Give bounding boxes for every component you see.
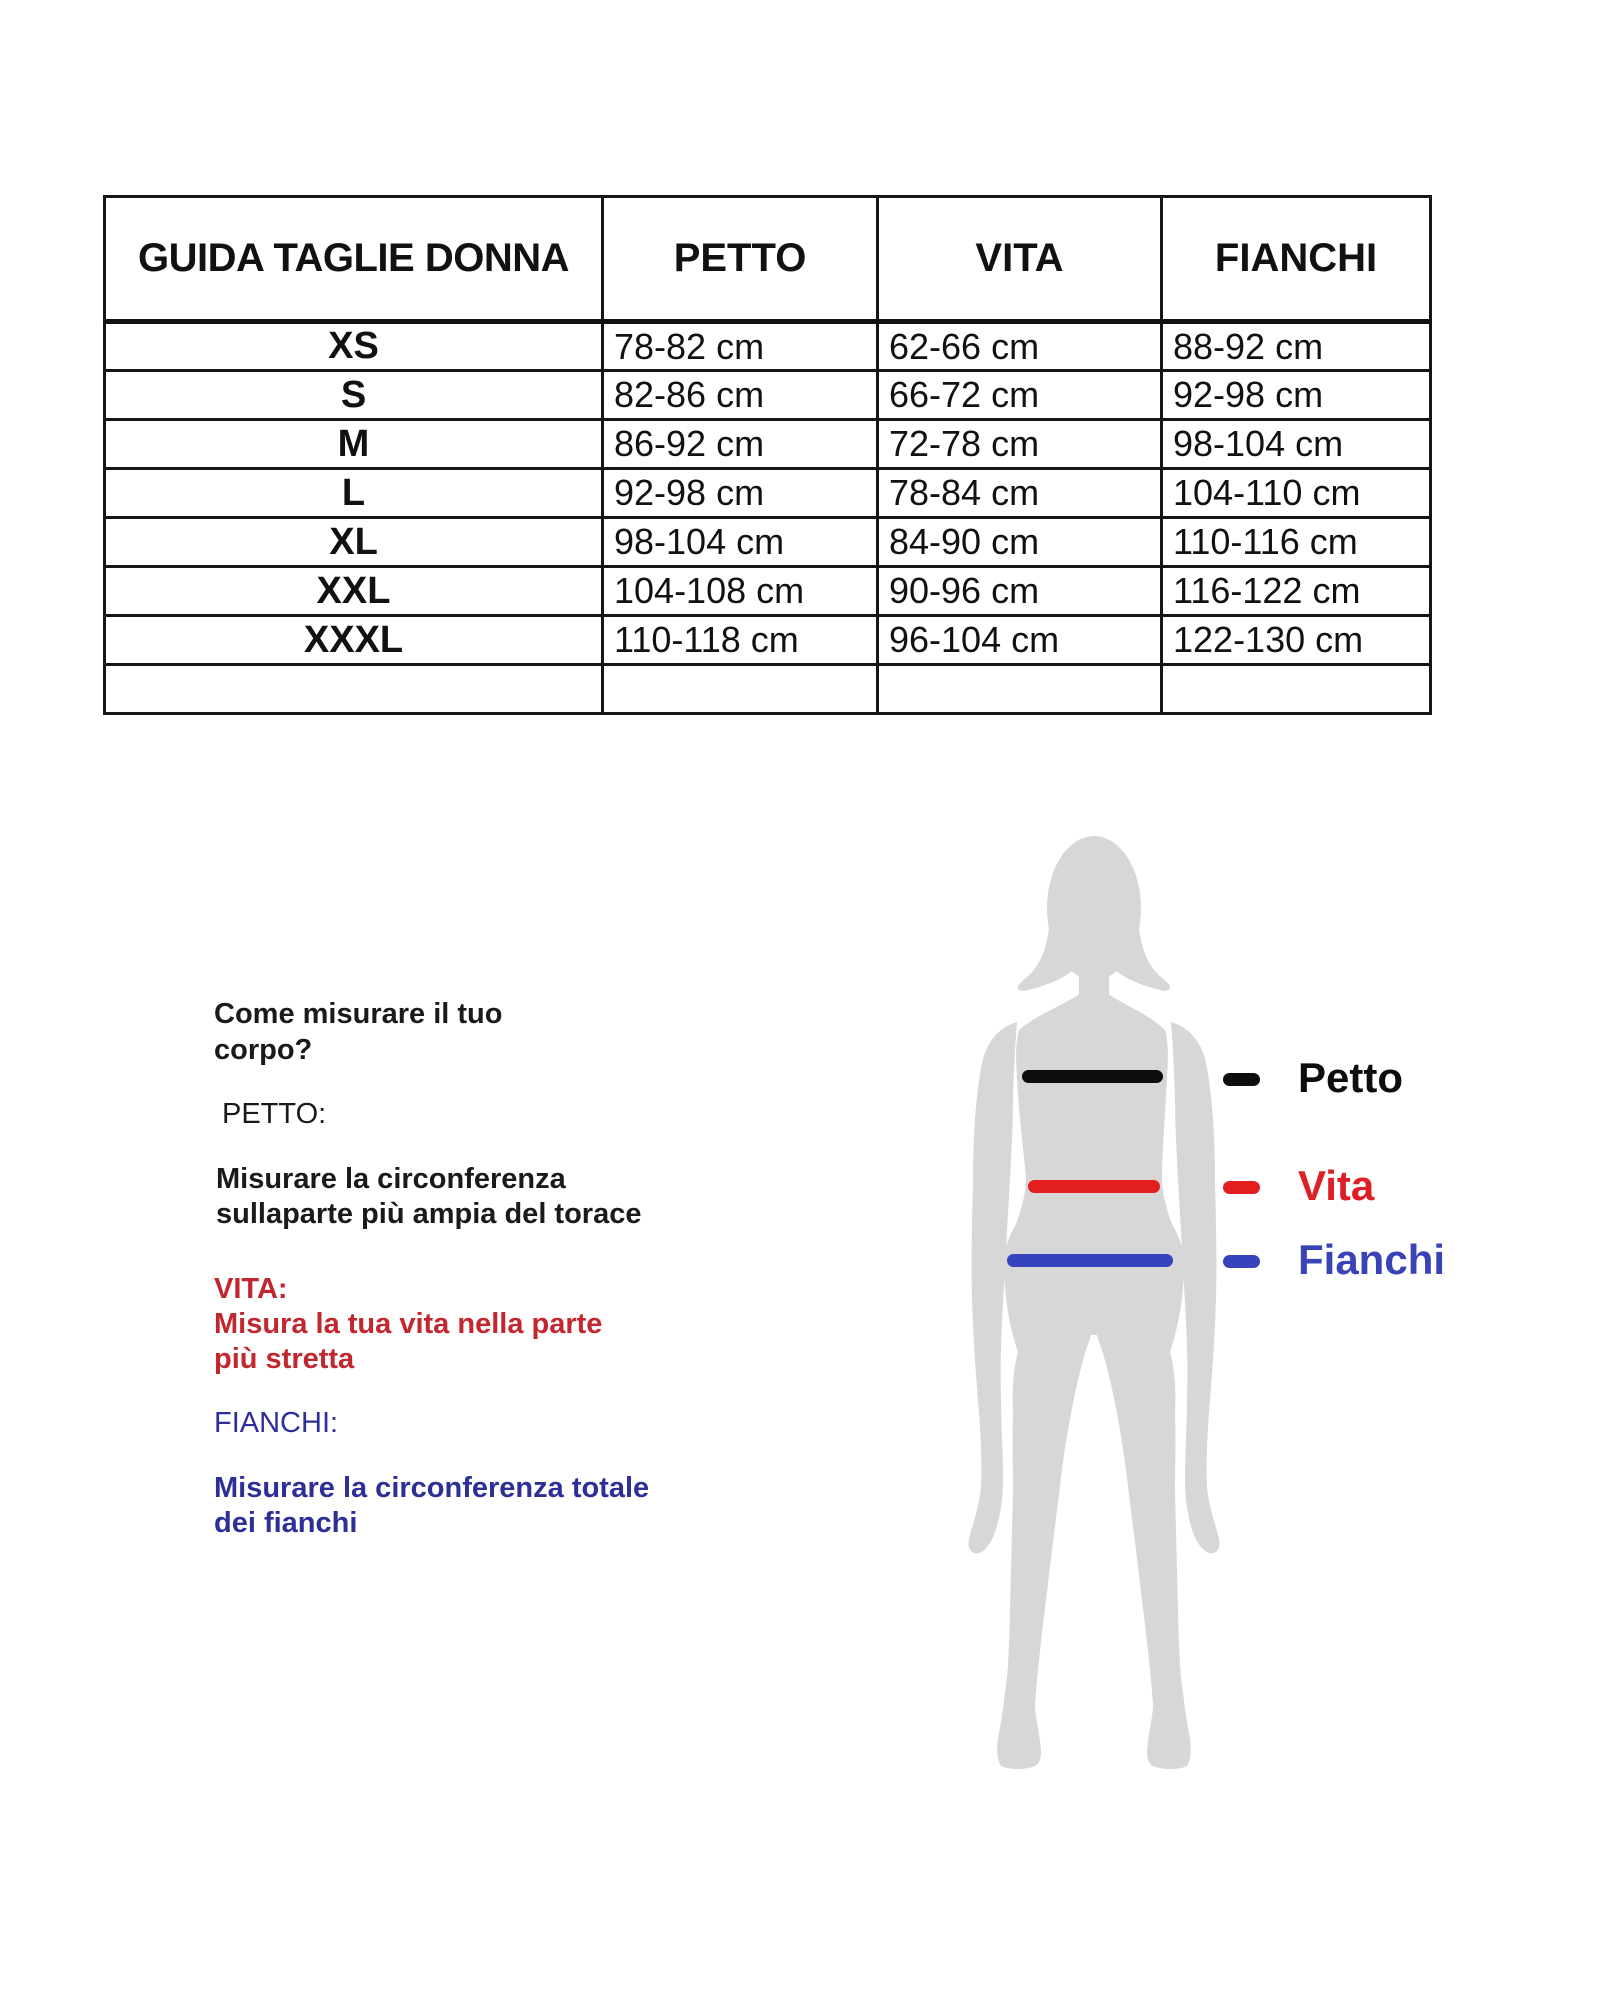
petto-value: 86-92 cm bbox=[603, 420, 878, 469]
table-row bbox=[105, 616, 1431, 665]
vita-value bbox=[878, 665, 1162, 714]
vita-section-label: VITA: bbox=[214, 1273, 288, 1305]
table-row bbox=[105, 420, 1431, 469]
petto-value: 110-118 cm bbox=[603, 616, 878, 665]
petto-value bbox=[603, 665, 878, 714]
size-label: XXXL bbox=[105, 616, 603, 665]
fianchi-section-label: FIANCHI: bbox=[214, 1407, 339, 1439]
fianchi-value: 104-110 cm bbox=[1162, 469, 1431, 518]
vita-value: 84-90 cm bbox=[878, 518, 1162, 567]
fianchi-value: 110-116 cm bbox=[1162, 518, 1431, 567]
size-label: L bbox=[105, 469, 603, 518]
size-label: XL bbox=[105, 518, 603, 567]
heading-line-1: Come misurare il tuo bbox=[214, 998, 503, 1030]
fianchi-value: 116-122 cm bbox=[1162, 567, 1431, 616]
size-label: XS bbox=[105, 322, 603, 371]
fianchi-value: 122-130 cm bbox=[1162, 616, 1431, 665]
fianchi-value bbox=[1162, 665, 1431, 714]
fianchi-value: 92-98 cm bbox=[1162, 371, 1431, 420]
fianchi-value: 88-92 cm bbox=[1162, 322, 1431, 371]
how-to-measure-heading bbox=[214, 996, 502, 1068]
fianchi-instruction-line-1: Misurare la circonferenza totale bbox=[214, 1472, 650, 1504]
size-table bbox=[103, 195, 1432, 715]
fianchi-instruction-line-2: dei fianchi bbox=[214, 1507, 358, 1539]
fianchi-legend-dash bbox=[1223, 1255, 1260, 1268]
petto-instruction bbox=[216, 1162, 641, 1232]
table-row bbox=[105, 322, 1431, 371]
col-header-vita: VITA bbox=[878, 197, 1162, 322]
col-header-petto: PETTO bbox=[603, 197, 878, 322]
vita-value: 72-78 cm bbox=[878, 420, 1162, 469]
vita-legend-dash bbox=[1223, 1181, 1260, 1194]
petto-instruction-line-2: sullaparte più ampia del torace bbox=[216, 1198, 642, 1230]
fianchi-value: 98-104 cm bbox=[1162, 420, 1431, 469]
petto-value: 104-108 cm bbox=[603, 567, 878, 616]
petto-value: 98-104 cm bbox=[603, 518, 878, 567]
col-header-fianchi: FIANCHI bbox=[1162, 197, 1431, 322]
petto-value: 82-86 cm bbox=[603, 371, 878, 420]
petto-measure-line bbox=[1022, 1070, 1163, 1083]
woman-silhouette-figure bbox=[955, 830, 1235, 1780]
fianchi-measure-line bbox=[1007, 1254, 1173, 1267]
table-row-empty bbox=[105, 665, 1431, 714]
fianchi-instruction bbox=[214, 1471, 649, 1541]
heading-line-2: corpo? bbox=[214, 1034, 313, 1066]
vita-instruction bbox=[214, 1272, 602, 1377]
vita-measure-line bbox=[1028, 1180, 1160, 1193]
petto-value: 78-82 cm bbox=[603, 322, 878, 371]
vita-value: 90-96 cm bbox=[878, 567, 1162, 616]
table-title: GUIDA TAGLIE DONNA bbox=[105, 197, 603, 322]
table-row bbox=[105, 518, 1431, 567]
petto-legend-dash bbox=[1223, 1073, 1260, 1086]
vita-legend-label: Vita bbox=[1298, 1162, 1375, 1209]
vita-instruction-line-1: Misura la tua vita nella parte bbox=[214, 1308, 603, 1340]
woman-silhouette bbox=[955, 830, 1235, 1780]
table-row bbox=[105, 371, 1431, 420]
fianchi-legend-label: Fianchi bbox=[1298, 1236, 1446, 1283]
petto-value: 92-98 cm bbox=[603, 469, 878, 518]
table-row bbox=[105, 567, 1431, 616]
size-label: S bbox=[105, 371, 603, 420]
vita-value: 96-104 cm bbox=[878, 616, 1162, 665]
vita-instruction-line-2: più stretta bbox=[214, 1343, 355, 1375]
size-label: M bbox=[105, 420, 603, 469]
size-label bbox=[105, 665, 603, 714]
petto-instruction-line-1: Misurare la circonferenza bbox=[216, 1163, 566, 1195]
petto-section-label: PETTO: bbox=[222, 1098, 327, 1130]
petto-legend-label: Petto bbox=[1298, 1054, 1403, 1101]
vita-value: 78-84 cm bbox=[878, 469, 1162, 518]
table-row bbox=[105, 469, 1431, 518]
vita-value: 62-66 cm bbox=[878, 322, 1162, 371]
vita-value: 66-72 cm bbox=[878, 371, 1162, 420]
size-label: XXL bbox=[105, 567, 603, 616]
table-header-row bbox=[105, 197, 1431, 322]
